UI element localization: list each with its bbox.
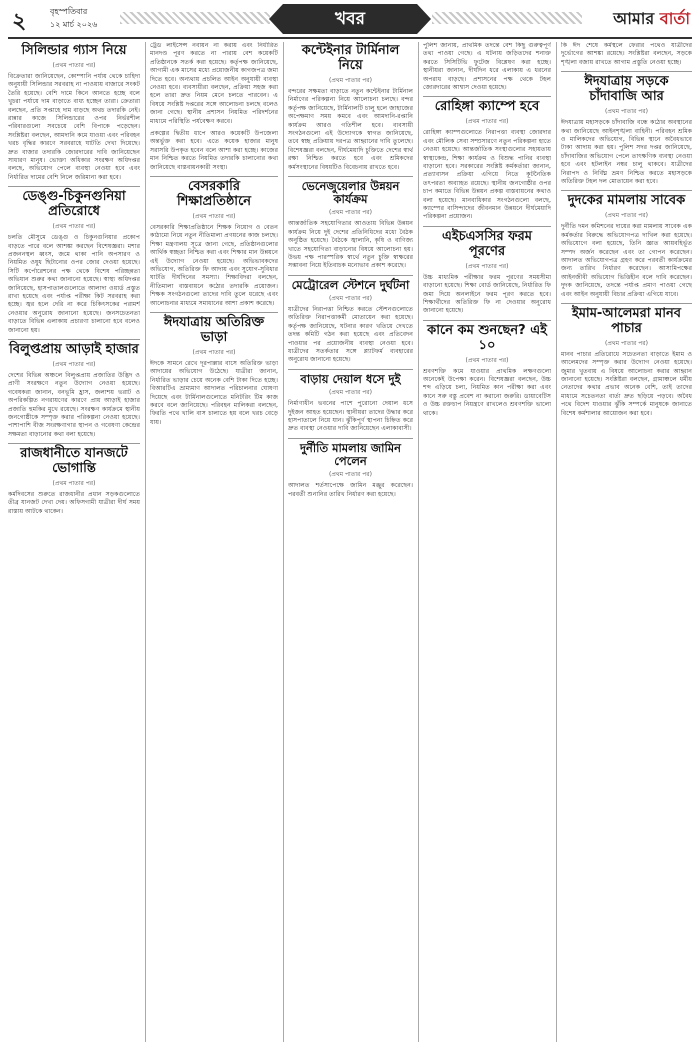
article-byline: (প্রথম পাতার পর) <box>465 262 509 270</box>
article-divider <box>150 176 278 177</box>
article-divider <box>8 443 140 444</box>
article <box>8 186 140 335</box>
column-3 <box>288 42 413 1042</box>
article-byline: (প্রথম পাতার পর) <box>329 209 372 217</box>
article-body: ঈদযাত্রায় মহাসড়কে চাঁদাবাজি বন্ধে কঠোর অবস্থানের কথা জানিয়েছে আইনশৃঙ্খলা বাহিনী। পরিবহন শ্রমিক ও মালিকদের অভিযোগ, বিভিন্ন স্থানে অবৈধভাবে টাকা আদায় করা হয়। পুলিশ সদর দপ্তর জানিয়েছে, চাঁদাবাজির অভিযোগ পেলে তাৎক্ষণিক ব্যবস্থা নেওয়া হবে এবং হটলাইন নম্বর চালু থাকবে। যাত্রীদের নিরাপদ ও নির্বিঘ্ন ভ্রমণ নিশ্চিত করতে মহাসড়কে অতিরিক্ত টহল দল মোতায়েন করা হবে। <box>561 119 692 185</box>
article-byline: (প্রথম পাতার পর) <box>52 223 96 231</box>
article-headline: মেট্রোরেল স্টেশনে দুর্ঘটনা <box>291 277 410 292</box>
article <box>288 176 413 271</box>
article-byline: (প্রথম পাতার পর) <box>329 389 372 397</box>
article-headline: সিলিন্ডার গ্যাস নিয়ে <box>21 43 127 58</box>
article-byline: (প্রথম পাতার পর) <box>605 339 648 347</box>
column-1 <box>8 42 140 1042</box>
article-divider <box>561 71 692 72</box>
article-body: ট্রেড লাইসেন্স নবায়ন না করায় এবং নির্ধারিত মানদণ্ড পূরণ করতে না পারায় বেশ কয়েকটি প্রতিষ্ঠানকে সতর্ক করা হয়েছে। কর্তৃপক্ষ জানিয়েছে, আগামী এক মাসের মধ্যে প্রয়োজনীয় কাগজপত্র জমা দিতে হবে। অন্যথায় প্রচলিত আইন অনুযায়ী ব্যবস্থা নেওয়া হবে। ব্যবসায়ীরা বলছেন, প্রক্রিয়া সহজ করা হলে তারা দ্রুত নিয়ম মেনে চলতে পারবেন। এ বিষয়ে সংশ্লিষ্ট দপ্তরের সঙ্গে আলোচনা চলছে বলেও জানা গেছে। স্থানীয় প্রশাসন নিয়মিত পরিদর্শনের মাধ্যমে পরিস্থিতি পর্যবেক্ষণ করবে। <box>150 42 278 125</box>
article-byline: (প্রথম পাতার পর) <box>192 212 236 220</box>
article-byline: (প্রথম পাতার পর) <box>465 356 509 364</box>
article-divider <box>288 369 413 370</box>
article <box>561 190 692 299</box>
section-banner <box>283 4 417 34</box>
article-byline: (প্রথম পাতার পর) <box>192 348 236 356</box>
article-body: উচ্চ মাধ্যমিক পরীক্ষার ফরম পূরণের সময়সীমা বাড়ানো হয়েছে। শিক্ষা বোর্ড জানিয়েছে, নির্ধারিত ফি জমা দিয়ে অনলাইনে ফরম পূরণ করতে হবে। শিক্ষার্থীদের অতিরিক্ত ফি না দেওয়ার অনুরোধ জানানো হয়েছে। <box>423 273 551 315</box>
article-body: যাত্রীদের নিরাপত্তা নিশ্চিত করতে স্টেশনগুলোতে অতিরিক্ত নিরাপত্তাকর্মী মোতায়েন করা হয়েছে। কর্তৃপক্ষ জানিয়েছে, ঘটনার কারণ খতিয়ে দেখতে তদন্ত কমিটি গঠন করা হয়েছে এবং প্রতিবেদন পাওয়ার পর প্রয়োজনীয় ব্যবস্থা নেওয়া হবে। যাত্রীদের সতর্কতার সঙ্গে প্ল্যাটফর্ম ব্যবহারের অনুরোধ জানানো হয়েছে। <box>288 306 413 364</box>
article-headline: ইমাম-আলেমরা মানব পাচার <box>571 305 682 336</box>
logo-part1: আমার <box>613 9 655 28</box>
article <box>561 303 692 418</box>
column-divider <box>418 42 419 1042</box>
article <box>561 71 692 186</box>
column-4 <box>423 42 551 1042</box>
article-headline: বেসরকারি শিক্ষাপ্রতিষ্ঠানে <box>176 179 252 210</box>
article-headline: দুদকের মামলায় সাবেক <box>567 193 686 209</box>
article-headline: ঈদযাত্রায় অতিরিক্ত ভাড়া <box>163 315 265 345</box>
article-divider <box>423 320 551 321</box>
section-title: খবর <box>335 9 365 29</box>
article-body: পুলিশ জানায়, প্রাথমিক তদন্তে বেশ কিছু গুরুত্বপূর্ণ তথ্য পাওয়া গেছে। এ ঘটনায় জড়িতদের শনাক্ত করতে সিসিটিভি ফুটেজ বিশ্লেষণ করা হচ্ছে। স্থানীয়রা জানান, দীর্ঘদিন ধরে এলাকায় এ ধরনের অপরাধ বাড়ছে। প্রশাসনের পক্ষ থেকে টহল জোরদারের আশ্বাস দেওয়া হয়েছে। <box>423 42 551 92</box>
article-headline: ডেঙ্গু-চিকুনগুনিয়া প্রতিরোধে <box>22 189 126 220</box>
column-2 <box>150 42 278 1042</box>
article-headline: এইচএসসির ফরম পূরণের <box>442 228 532 259</box>
article <box>150 130 278 172</box>
article-headline: দুর্নীতি মামলায় জামিন পেলেন <box>299 440 402 468</box>
header-day: বৃহস্পতিবার <box>50 7 88 16</box>
article <box>288 275 413 365</box>
article-body: বিক্রেতারা জানিয়েছেন, কোম্পানি পর্যায় থেকে চাহিদা অনুযায়ী সিলিন্ডার সরবরাহ না পাওয়ায় বাজারে সংকট তৈরি হয়েছে। বেশি দামে কিনে আনতে হচ্ছে বলে খুচরা পর্যায়ে দাম বাড়াতে বাধ্য হচ্ছেন তারা। ক্রেতারা বলছেন, প্রতি সপ্তাহে দাম বাড়ছে অথচ তদারকি নেই। রান্নার কাজে সিলিন্ডারের ওপর নির্ভরশীল পরিবারগুলো সবচেয়ে বেশি বিপাকে পড়েছেন। সংশ্লিষ্টরা বলছেন, আমদানি কমে যাওয়া এবং পরিবহন খরচ বৃদ্ধির কারণে সরবরাহে ঘাটতি দেখা দিয়েছে। দ্রুত বাজার তদারকি জোরদারের দাবি জানিয়েছেন সাধারণ মানুষ। ভোক্তা অধিকার সংরক্ষণ অধিদপ্তর বলছে, অভিযোগ পেলে ব্যবস্থা নেওয়া হবে এবং নির্ধারিত দামের বেশি নিলে জরিমানা করা হবে। <box>8 72 140 181</box>
article-body: কর্মদিবসের শুরুতে রাজধানীর প্রধান সড়কগুলোতে তীব্র যানজট দেখা দেয়। অফিসগামী যাত্রীরা দীর্ঘ সময় রাস্তায় আটকে থাকেন। <box>8 491 140 515</box>
article-divider <box>150 312 278 313</box>
article-body: দেশের বিভিন্ন অঞ্চলে বিলুপ্তপ্রায় প্রজাতির উদ্ভিদ ও প্রাণী সংরক্ষণে নতুন উদ্যোগ নেওয়া হয়েছে। গবেষকরা জানান, বনভূমি হ্রাস, জলাশয় ভরাট ও অপরিকল্পিত নগরায়ণের কারণে প্রায় আড়াই হাজার প্রজাতি হুমকির মুখে রয়েছে। সংরক্ষণ কার্যক্রমে স্থানীয় জনগোষ্ঠীকে সম্পৃক্ত করার পরিকল্পনা নেওয়া হয়েছে। পাশাপাশি বীজ সংরক্ষণাগার স্থাপন ও গবেষণা কেন্দ্রের সক্ষমতা বাড়ানোর কথা বলা হয়েছে। <box>8 371 140 438</box>
logo-part2: বার্তা <box>659 9 690 28</box>
page-header <box>0 0 700 40</box>
header-rule <box>8 37 692 39</box>
article-body: রোহিঙ্গা ক্যাম্পগুলোতে নিরাপত্তা ব্যবস্থা জোরদার এবং মৌলিক সেবা সম্প্রসারণে নতুন পরিকল্পনা হাতে নেওয়া হয়েছে। আন্তর্জাতিক সংস্থাগুলোর সহায়তায় স্বাস্থ্যকেন্দ্র, শিক্ষা কার্যক্রম ও বিশুদ্ধ পানির ব্যবস্থা বাড়ানো হবে। সরকারের সংশ্লিষ্ট কর্মকর্তারা জানান, প্রত্যাবাসন প্রক্রিয়া এগিয়ে নিতে কূটনৈতিক তৎপরতা অব্যাহত রয়েছে। স্থানীয় জনগোষ্ঠীর ওপর চাপ কমাতে বিভিন্ন উন্নয়ন প্রকল্প বাস্তবায়নের কথাও বলা হয়েছে। মানবাধিকার সংগঠনগুলো বলছে, ক্যাম্পের বাসিন্দাদের জীবনমান উন্নয়নে দীর্ঘমেয়াদি পরিকল্পনা প্রয়োজন। <box>423 129 551 221</box>
article-divider <box>423 226 551 227</box>
article-byline: (প্রথম পাতার পর) <box>465 118 509 126</box>
article-byline: (প্রথম পাতার পর) <box>605 108 648 116</box>
article-headline: কানে কম শুনছেন? এই ১০ <box>427 322 547 353</box>
article-body: বন্দরের সক্ষমতা বাড়াতে নতুন কন্টেইনার টার্মিনাল নির্মাণের পরিকল্পনা নিয়ে আলোচনা চলছে। বন্দর কর্তৃপক্ষ জানিয়েছে, টার্মিনালটি চালু হলে জাহাজের অপেক্ষমাণ সময় কমবে এবং আমদানি-রপ্তানি কার্যক্রম আরও গতিশীল হবে। ব্যবসায়ী সংগঠনগুলো এই উদ্যোগকে স্বাগত জানিয়েছে, তবে স্বচ্ছ প্রক্রিয়ায় দরপত্র আহ্বানের দাবি তুলেছে। বিশেষজ্ঞরা বলছেন, দীর্ঘমেয়াদি চুক্তিতে দেশের স্বার্থ রক্ষা নিশ্চিত করতে হবে এবং শ্রমিকদের কর্মসংস্থানের বিষয়টিও বিবেচনায় রাখতে হবে। <box>288 87 413 171</box>
article <box>8 44 140 182</box>
article <box>288 438 413 499</box>
article <box>288 44 413 172</box>
header-date: ১২ মার্চ ২০২৬ <box>50 20 98 29</box>
article-headline: ভেনেজুয়েলার উন্নয়ন কার্যক্রম <box>301 178 400 207</box>
article-body: চলতি মৌসুমে ডেঙ্গু ও চিকুনগুনিয়ার প্রকোপ বাড়তে পারে বলে আশঙ্কা করছেন বিশেষজ্ঞরা। মশার প্রজননস্থল ধ্বংস, জমে থাকা পানি অপসারণ ও নিয়মিত ওষুধ ছিটানোর ওপর জোর দেওয়া হয়েছে। সিটি কর্পোরেশনের পক্ষ থেকে বিশেষ পরিচ্ছন্নতা অভিযান শুরুর কথা জানানো হয়েছে। স্বাস্থ্য অধিদপ্তর জানিয়েছে, হাসপাতালগুলোতে আলাদা ওয়ার্ড প্রস্তুত রাখা হয়েছে এবং পর্যাপ্ত পরীক্ষা কিট সরবরাহ করা হচ্ছে। জ্বর হলে দেরি না করে চিকিৎসকের পরামর্শ নেওয়ার অনুরোধ জানানো হয়েছে। জনসচেতনতা বাড়াতে বিভিন্ন এলাকায় প্রচারণা চালানো হবে বলেও জানানো হয়। <box>8 234 140 334</box>
article <box>150 176 278 308</box>
article-divider <box>423 96 551 97</box>
article-body: কি ঈদ শেষে কর্মস্থলে ফেরার পথেও যাত্রীদের দুর্ভোগের আশঙ্কা রয়েছে। সংশ্লিষ্টরা বলছেন, সড়কে শৃঙ্খলা বজায় রাখতে আগাম প্রস্তুতি নেওয়া হচ্ছে। <box>561 42 692 66</box>
article-divider <box>561 190 692 191</box>
header-hatch-right <box>432 12 582 24</box>
article-byline: (প্রথম পাতার পর) <box>52 61 96 69</box>
article-divider <box>288 275 413 276</box>
article <box>8 339 140 439</box>
article-byline: (প্রথম পাতার পর) <box>52 480 96 488</box>
article <box>8 443 140 516</box>
article-byline: (প্রথম পাতার পর) <box>329 471 372 479</box>
article-body: আন্তর্জাতিক সহযোগিতার আওতায় বিভিন্ন উন্নয়ন কার্যক্রম নিয়ে দুই দেশের প্রতিনিধিদের মধ্যে বৈঠক অনুষ্ঠিত হয়েছে। বৈঠকে জ্বালানি, কৃষি ও বাণিজ্য খাতে সহযোগিতা বাড়ানোর বিষয়ে আলোচনা হয়। উভয় পক্ষ পারস্পরিক স্বার্থে নতুন চুক্তি স্বাক্ষরের সম্ভাবনা নিয়ে ইতিবাচক মনোভাব প্রকাশ করেছে। <box>288 220 413 270</box>
article <box>423 320 551 418</box>
article-divider <box>288 438 413 439</box>
article-body: শ্রবণশক্তি কমে যাওয়ার প্রাথমিক লক্ষণগুলো অনেকেই উপেক্ষা করেন। বিশেষজ্ঞরা বলছেন, উচ্চ শব্দ এড়িয়ে চলা, নিয়মিত কান পরীক্ষা করা এবং কানে সরু বস্তু প্রবেশ না করানো জরুরি। ডায়াবেটিস ও উচ্চ রক্তচাপ নিয়ন্ত্রণে রাখলেও শ্রবণশক্তি ভালো থাকে। <box>423 367 551 417</box>
column-divider <box>145 42 146 1042</box>
column-divider <box>556 42 557 1042</box>
article-body: আদালত শর্তসাপেক্ষে জামিন মঞ্জুর করেছেন। পরবর্তী শুনানির তারিখ নির্ধারণ করা হয়েছে। <box>288 482 413 498</box>
article <box>288 369 413 434</box>
article-headline: ঈদযাত্রায় সড়কে চাঁদাবাজি আর <box>584 74 669 105</box>
masthead-logo <box>594 6 690 32</box>
article <box>150 42 278 126</box>
article-body: দুর্নীতি দমন কমিশনের দায়ের করা মামলায় সাবেক এক কর্মকর্তার বিরুদ্ধে অভিযোগপত্র দাখিল করা হয়েছে। অভিযোগে বলা হয়েছে, তিনি জ্ঞাত আয়বহির্ভূত সম্পদ অর্জন করেছেন এবং তা গোপন করেছেন। আদালত অভিযোগপত্র গ্রহণ করে পরবর্তী কার্যক্রমের জন্য তারিখ নির্ধারণ করেছেন। আসামিপক্ষের আইনজীবী অভিযোগ ভিত্তিহীন বলে দাবি করেছেন। দুদক জানিয়েছে, তদন্তে পর্যাপ্ত প্রমাণ পাওয়া গেছে এবং আইন অনুযায়ী বিচার প্রক্রিয়া এগিয়ে যাবে। <box>561 223 692 298</box>
article-body: বেসরকারি শিক্ষাপ্রতিষ্ঠানে শিক্ষক নিয়োগ ও বেতন কাঠামো নিয়ে নতুন নীতিমালা প্রণয়নের কাজ চলছে। শিক্ষা মন্ত্রণালয় সূত্রে জানা গেছে, প্রতিষ্ঠানগুলোর আর্থিক স্বচ্ছতা নিশ্চিত করা এবং শিক্ষার মান উন্নয়নে এই উদ্যোগ নেওয়া হয়েছে। অভিভাবকদের অভিযোগ, অতিরিক্ত ফি আদায় এবং সুযোগ-সুবিধার ঘাটতি দীর্ঘদিনের সমস্যা। শিক্ষাবিদরা বলছেন, নীতিমালা বাস্তবায়নে কঠোর তদারকি প্রয়োজন। শিক্ষক সংগঠনগুলো তাদের দাবি তুলে ধরেছে এবং আলোচনার মাধ্যমে সমাধানের আশা প্রকাশ করেছে। <box>150 223 278 307</box>
article-byline: (প্রথম পাতার পর) <box>329 295 372 303</box>
article-headline: বাড়ায় দেয়াল ধসে দুই <box>300 371 401 386</box>
article-byline: (প্রথম পাতার পর) <box>329 76 372 84</box>
article <box>561 42 692 67</box>
article <box>423 96 551 221</box>
article-headline: কন্টেইনার টার্মিনাল নিয়ে <box>301 43 400 73</box>
article-headline: বিলুপ্তপ্রায় আড়াই হাজার <box>9 341 139 357</box>
column-divider <box>283 42 284 1042</box>
article-headline: রাজধানীতে যানজটে ভোগান্তি <box>20 446 128 477</box>
article <box>150 312 278 427</box>
article-body: মানব পাচার প্রতিরোধে সচেতনতা বাড়াতে ইমাম ও আলেমদের সম্পৃক্ত করার উদ্যোগ নেওয়া হয়েছে। জুমার খুতবায় এ বিষয়ে আলোচনা করার আহ্বান জানানো হয়েছে। সংশ্লিষ্টরা বলছেন, গ্রামাঞ্চলে ধর্মীয় নেতাদের কথার প্রভাব অনেক বেশি, তাই তাদের মাধ্যমে সচেতনতা বার্তা দ্রুত ছড়িয়ে পড়বে। অবৈধ পথে বিদেশ যাওয়ার ঝুঁকি সম্পর্কে মানুষকে জানাতে বিশেষ কর্মশালার আয়োজন করা হবে। <box>561 350 692 417</box>
article-body: ঈদকে সামনে রেখে দূরপাল্লার বাসে অতিরিক্ত ভাড়া আদায়ের অভিযোগ উঠেছে। যাত্রীরা জানান, নির্ধারিত ভাড়ার চেয়ে অনেক বেশি টাকা দিতে হচ্ছে। বিআরটিএ ভ্রাম্যমাণ আদালত পরিচালনার ঘোষণা দিয়েছে এবং টার্মিনালগুলোতে মনিটরিং টিম কাজ করবে বলে জানিয়েছে। পরিবহন মালিকরা বলছেন, ফিরতি পথে খালি বাস চালাতে হয় বলে খরচ বেড়ে যায়। <box>150 359 278 426</box>
article-divider <box>288 176 413 177</box>
page-number: ২ <box>12 8 27 34</box>
article <box>423 42 551 92</box>
article-byline: (প্রথম পাতার পর) <box>605 212 648 220</box>
header-hatch-left <box>120 12 270 24</box>
article-divider <box>561 303 692 304</box>
article-body: প্রকল্পের দ্বিতীয় ধাপে আরও কয়েকটি উপজেলা অন্তর্ভুক্ত করা হবে। এতে কয়েক হাজার মানুষ সরাসরি উপকৃত হবেন বলে আশা করা হচ্ছে। কাজের মান নিশ্চিত করতে নিয়মিত তদারকি চালানোর কথা জানিয়েছে বাস্তবায়নকারী সংস্থা। <box>150 130 278 171</box>
column-5 <box>561 42 692 1042</box>
article-headline: রোহিঙ্গা ক্যাম্পে হবে <box>434 99 540 115</box>
article-divider <box>8 186 140 187</box>
article-byline: (প্রথম পাতার পর) <box>52 360 96 368</box>
article-body: নির্মাণাধীন ভবনের পাশে পুরোনো দেয়াল ধসে দুইজন আহত হয়েছেন। স্থানীয়রা তাদের উদ্ধার করে হাসপাতালে নিয়ে যান। ঝুঁকিপূর্ণ স্থাপনা চিহ্নিত করে দ্রুত ব্যবস্থা নেওয়ার দাবি জানিয়েছেন এলাকাবাসী। <box>288 400 413 433</box>
article <box>423 226 551 316</box>
article-divider <box>8 339 140 340</box>
